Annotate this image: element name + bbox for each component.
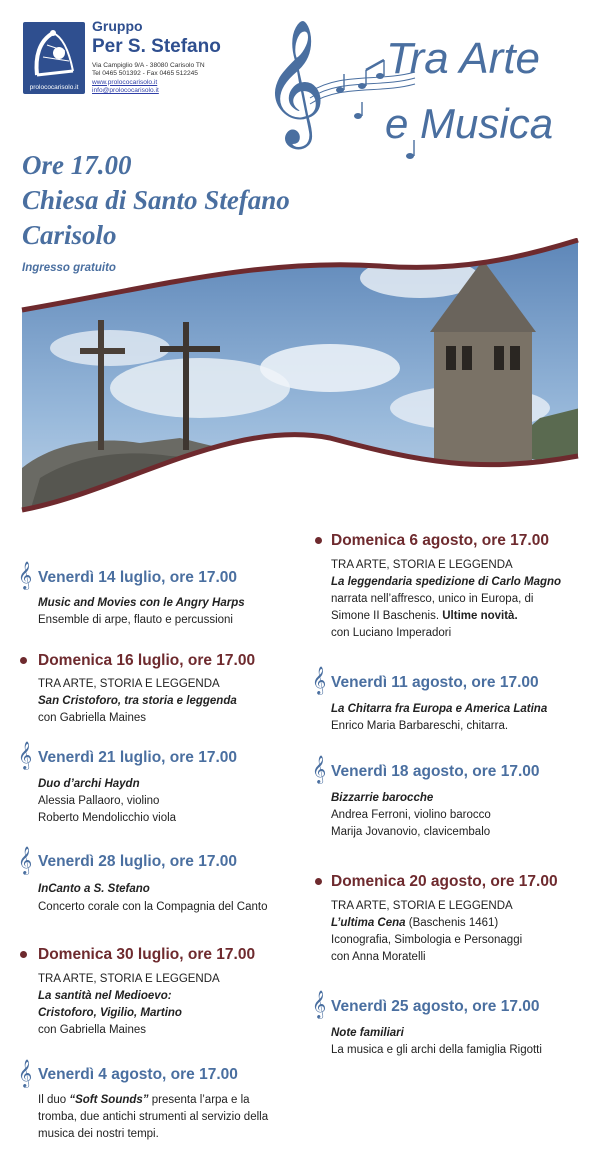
event-subtitle: Cristoforo, Vigilio, Martino [38,1007,182,1019]
org-name-line1: Gruppo [92,18,143,34]
event-detail [38,1092,250,1109]
event-subtitle: La santità nel Medioevo: [38,990,172,1002]
event-detail-text: presenta l’arpa e la [148,1094,250,1106]
event-subtitle: La leggendaria spedizione di Carlo Magno [331,576,562,588]
event-title: Domenica 16 luglio, ore 17.00 [38,652,256,669]
logo-url: prolococarisolo.it [29,84,79,91]
event-subtitle: Music and Movies con le Angry Harps [38,597,245,609]
event-detail [331,608,518,625]
event-highlight: Ultime novità. [442,610,518,622]
treble-clef-icon: 𝄞 [18,846,33,874]
church-photo [0,238,600,548]
event-detail: La musica e gli archi della famiglia Rigotti [331,1044,542,1056]
event-detail-text: Il duo [38,1094,70,1106]
event-subtitle: InCanto a S. Stefano [38,883,150,895]
title-line2: e Musica [385,100,554,147]
bullet-icon [315,537,322,544]
event-title: Venerdì 11 agosto, ore 17.00 [331,674,539,691]
event-detail: Iconografia, Simbologia e Personaggi [331,934,523,946]
harp-logo-icon [29,27,79,81]
event-title: Venerdì 18 agosto, ore 17.00 [331,763,540,780]
event-title: Domenica 6 agosto, ore 17.00 [331,532,549,549]
treble-clef-icon: 𝄞 [262,19,326,144]
event-detail: narrata nell’affresco, unico in Europa, di [331,593,534,605]
event-detail-text: (Baschenis 1461) [405,917,499,929]
event-detail: con Gabriella Maines [38,712,147,724]
event-subtitle: Note familiari [331,1027,404,1039]
address: Via Campiglio 9/A - 38080 Carisolo TN [92,62,205,69]
event-detail: Ensemble di arpe, flauto e percussioni [38,614,233,626]
contact-block [92,62,205,96]
event-detail: tromba, due antichi strumenti al servizio della [38,1111,269,1123]
treble-clef-icon: 𝄞 [18,561,33,589]
event-series: TRA ARTE, STORIA E LEGGENDA [331,559,513,571]
event-detail: musica dei nostri tempi. [38,1128,159,1140]
event-series: TRA ARTE, STORIA E LEGGENDA [331,900,513,912]
event-detail: Andrea Ferroni, violino barocco [331,809,491,821]
event-detail: Concerto corale con la Compagnia del Canto [38,901,268,913]
bullet-icon [315,878,322,885]
event-subtitle: Duo d’archi Haydn [38,778,140,790]
event-subtitle: L’ultima Cena [331,917,406,929]
intro-time: Ore 17.00 [22,150,132,180]
event-detail: con Luciano Imperadori [331,627,452,639]
event-title: Venerdì 28 luglio, ore 17.00 [38,853,238,870]
event-title: Venerdì 4 agosto, ore 17.00 [38,1066,238,1083]
event-detail-text: Simone II Baschenis. [331,610,443,622]
treble-clef-icon: 𝄞 [312,755,327,783]
email-link[interactable]: info@prolococarisolo.it [92,87,159,95]
event-detail: Marija Jovanovio, clavicembalo [331,826,491,838]
title-line1: Tra Arte [386,34,541,83]
treble-clef-icon: 𝄞 [18,1059,33,1087]
event-detail: Roberto Mendolicchio viola [38,812,177,824]
treble-clef-icon: 𝄞 [18,741,33,769]
event-detail: Enrico Maria Barbareschi, chitarra. [331,720,509,732]
intro-town: Carisolo [22,220,117,250]
free-entry: Ingresso gratuito [22,262,116,274]
bullet-icon [20,951,27,958]
event-detail: con Gabriella Maines [38,1024,147,1036]
website-link[interactable]: www.prolococarisolo.it [92,78,158,86]
event-subtitle: “Soft Sounds” [69,1094,149,1106]
event-detail: Alessia Pallaoro, violino [38,795,160,807]
phone-fax: Tel 0465 501392 - Fax 0465 512245 [92,70,198,78]
event-title: Venerdì 14 luglio, ore 17.00 [38,569,238,586]
treble-clef-icon: 𝄞 [312,666,327,694]
event-title: Domenica 20 agosto, ore 17.00 [331,873,558,890]
event-series: TRA ARTE, STORIA E LEGGENDA [38,973,220,985]
treble-clef-icon: 𝄞 [312,990,327,1018]
event-detail [331,915,498,932]
event-subtitle: La Chitarra fra Europa e America Latina [331,703,548,715]
bullet-icon [20,657,27,664]
event-subtitle: Bizzarrie barocche [331,792,434,804]
event-title: Domenica 30 luglio, ore 17.00 [38,946,256,963]
org-name-line2: Per S. Stefano [92,36,221,57]
intro-place: Chiesa di Santo Stefano [22,185,290,215]
event-title: Venerdì 25 agosto, ore 17.00 [331,998,540,1015]
event-series: TRA ARTE, STORIA E LEGGENDA [38,678,220,690]
logo [23,22,85,94]
event-detail: con Anna Moratelli [331,951,426,963]
event-title: Venerdì 21 luglio, ore 17.00 [38,749,238,766]
event-subtitle: San Cristoforo, tra storia e leggenda [38,695,237,707]
